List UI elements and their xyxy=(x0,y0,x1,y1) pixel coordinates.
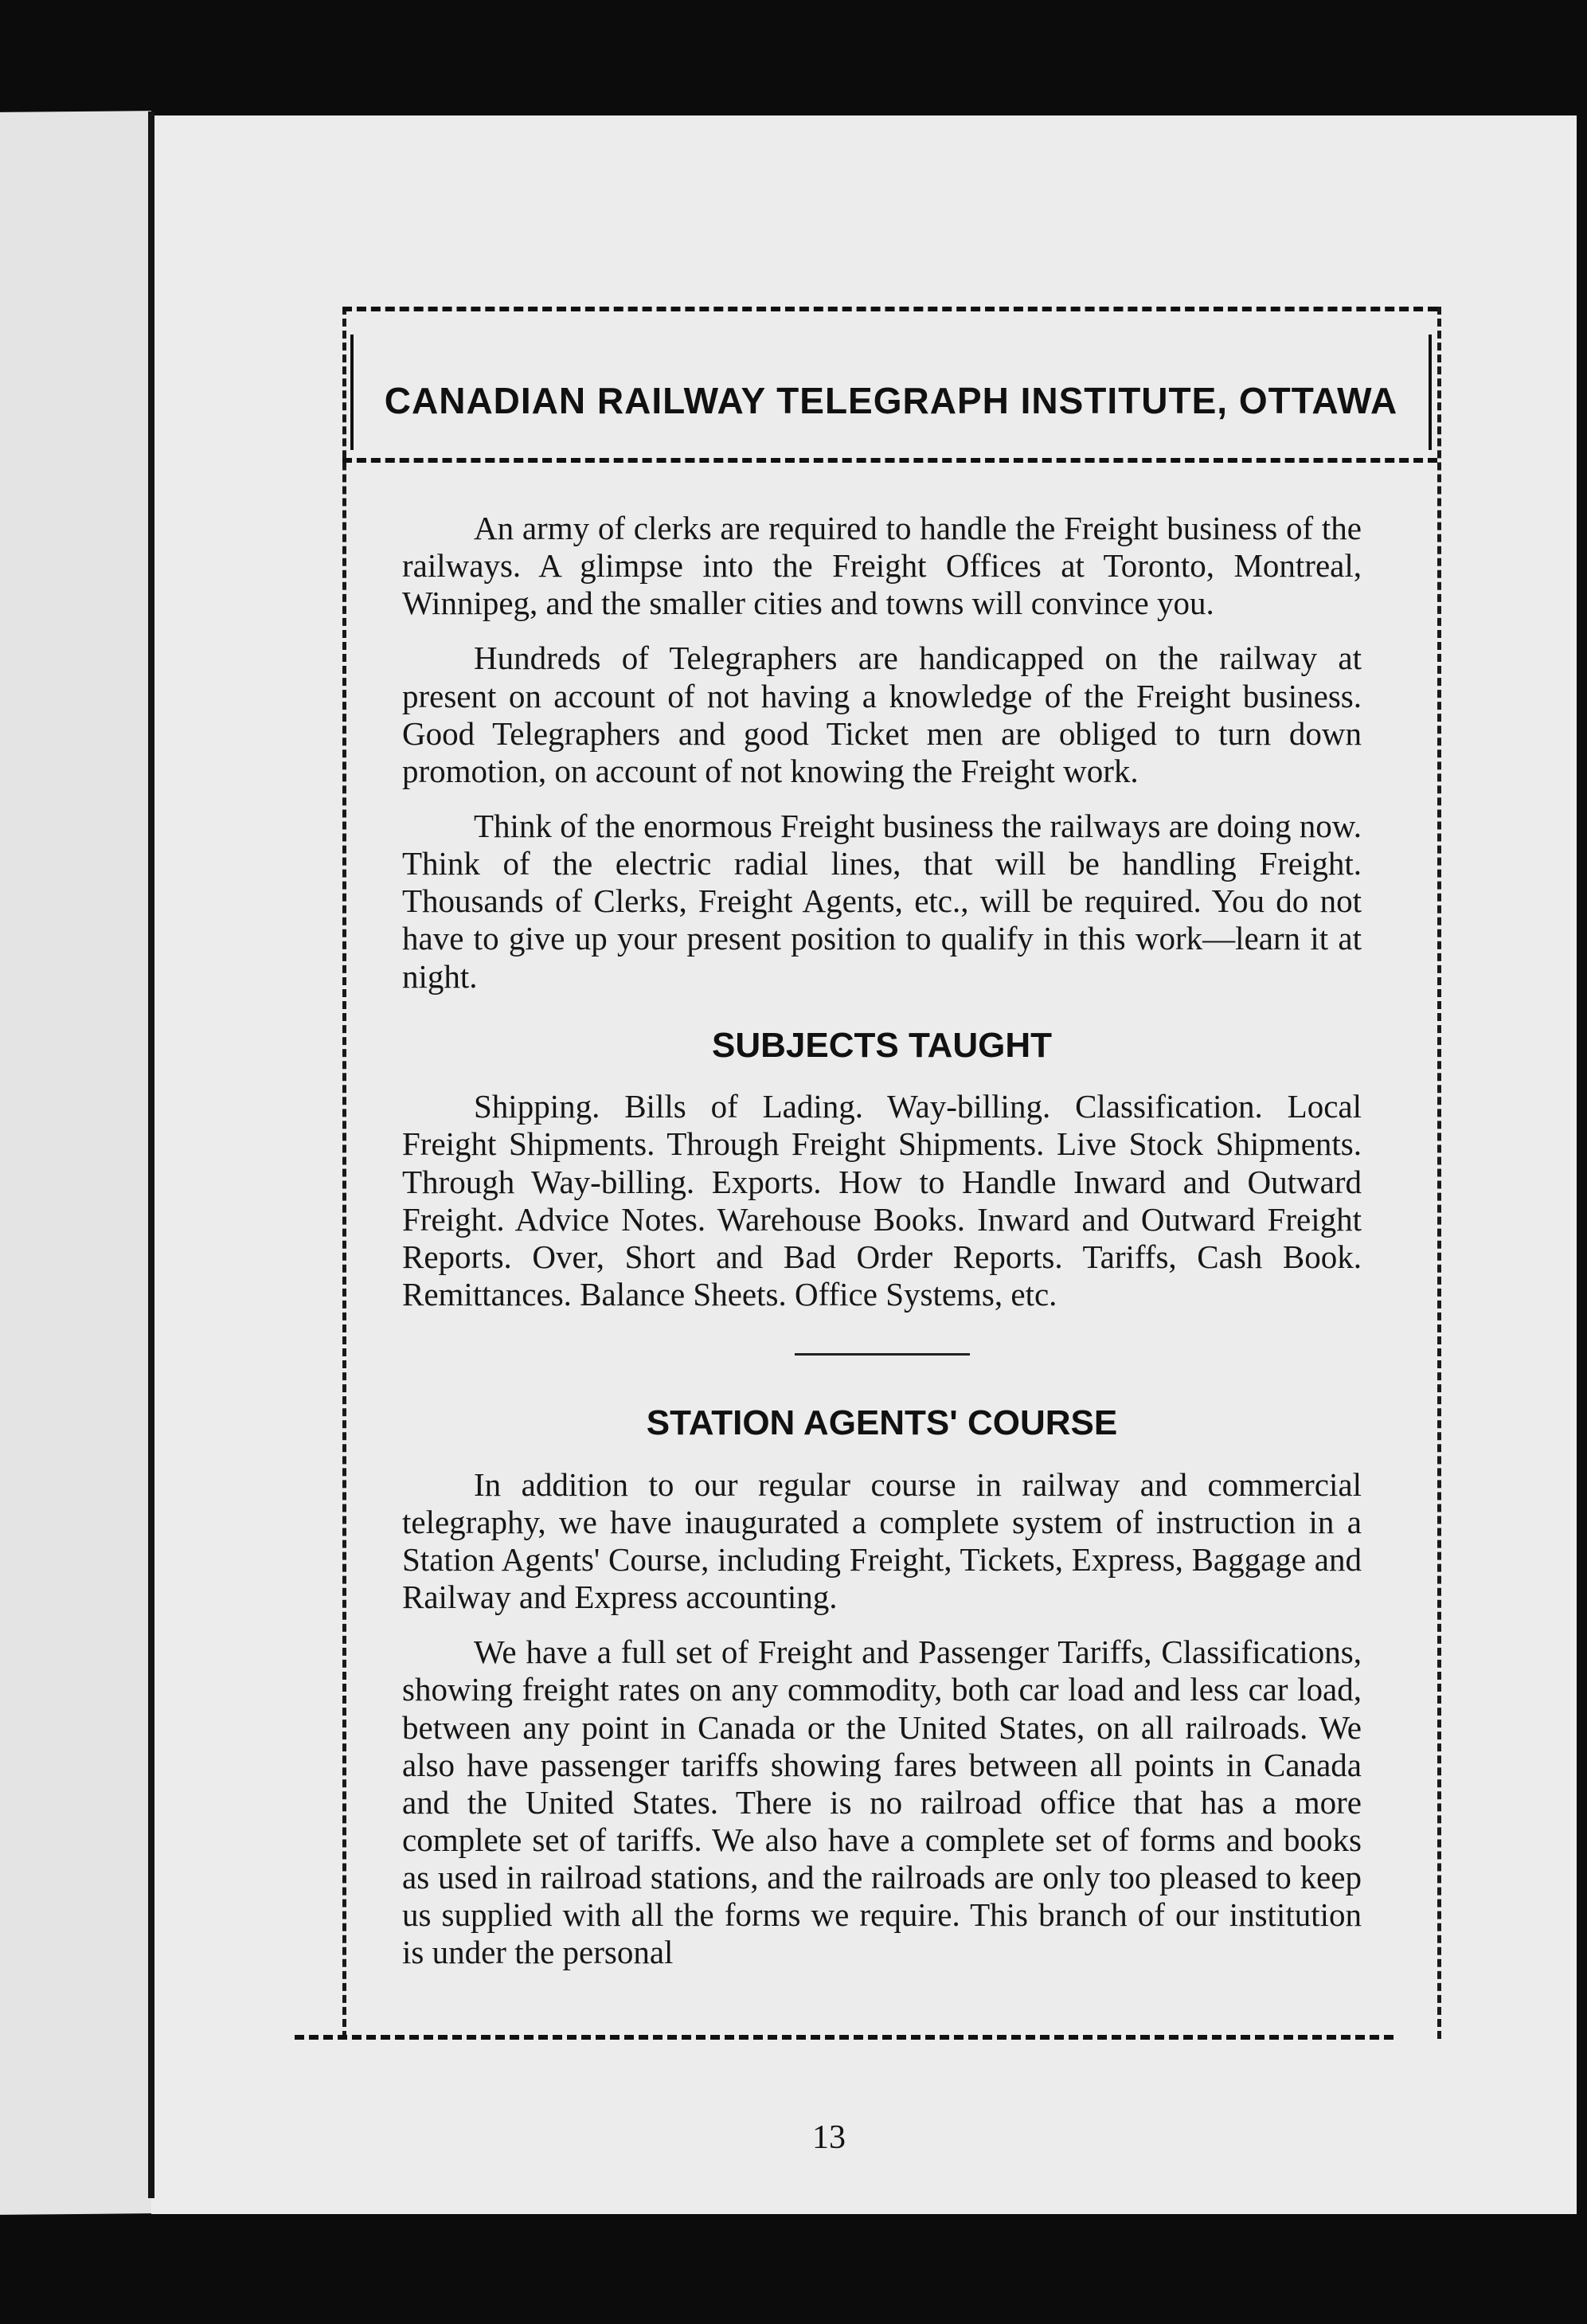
subjects-heading: SUBJECTS TAUGHT xyxy=(712,1025,1052,1065)
top-border-rule xyxy=(342,307,1437,311)
bottom-border-rule xyxy=(295,2035,1394,2040)
page-header-title: CANADIAN RAILWAY TELEGRAPH INSTITUTE, OTTAWA xyxy=(384,379,1398,421)
book-spine xyxy=(148,112,154,2198)
facing-page xyxy=(0,111,151,2215)
station-agents-paragraph: In addition to our regular course in railway and commercial telegraphy, we have inaugurated a complete system of instruction in a Station Agents' Course, including Freight, Tickets, Express, Baggage and Railway and Express accounting. xyxy=(402,1465,1362,1616)
station-agents-heading: STATION AGENTS' COURSE xyxy=(646,1403,1118,1443)
station-agents-paragraph: We have a full set of Freight and Passenger Tariffs, Classifications, showing freight rates on any commodity, both car load and less car load, between any point in Canada or the United States, on all railroads. We also have passenger tariffs showing fares between all points in Canada and the United States. There is no railroad office that has a more complete set of tariffs. We also have a complete set of forms and books as used in railroad stations, and the railroads are only too pleased to keep us supplied with all the forms we require. This branch of our institution is under the personal xyxy=(402,1633,1362,1971)
body-text xyxy=(402,510,1362,1989)
intro-paragraph: Think of the enormous Freight business the railways are doing now. Think of the electric radial lines, that will be handling Freight. Thousands of Clerks, Freight Agents, etc., will be required. You do not have to give up your present position to qualify in this work—learn it at night. xyxy=(402,807,1362,995)
intro-paragraph: Hundreds of Telegraphers are handicapped on the railway at present on account of not having a knowledge of the Freight business. Good Telegraphers and good Ticket men are obliged to turn down promotion, on account of not knowing the Freight work. xyxy=(402,640,1362,789)
intro-paragraph: An army of clerks are required to handle the Freight business of the railways. A glimpse into the Freight Offices at Toronto, Montreal, Winnipeg, and the smaller cities and towns will convince you. xyxy=(402,510,1362,622)
header-divider-rule xyxy=(342,458,1437,463)
header-box xyxy=(350,335,1432,450)
subjects-paragraph: Shipping. Bills of Lading. Way-billing. Classification. Local Freight Shipments. Through Freight Shipments. Live Stock Shipments. Through Way-billing. Exports. How to Handle Inward and Outward Freight. Advice Notes. Warehouse Books. Inward and Outward Freight Reports. Over, Short and Bad Order Reports. Tariffs, Cash Book. Remittances. Balance Sheets. Office Systems, etc. xyxy=(402,1088,1362,1313)
section-divider xyxy=(795,1353,970,1356)
page-number: 13 xyxy=(812,2119,846,2156)
